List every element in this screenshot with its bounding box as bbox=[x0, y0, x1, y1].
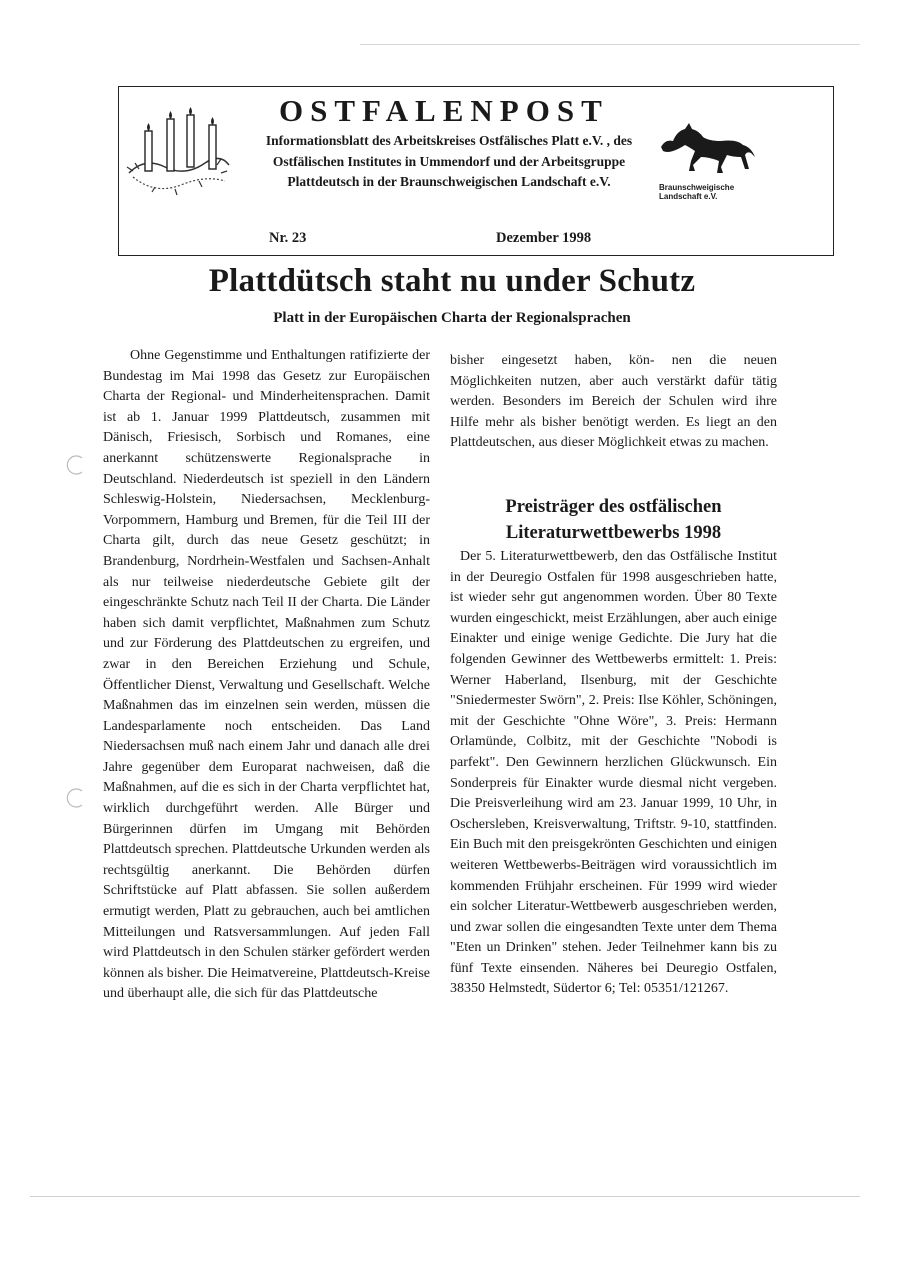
bottom-scan-line bbox=[30, 1196, 860, 1197]
article-headline: Plattdütsch staht nu under Schutz bbox=[208, 263, 696, 299]
second-article-column bbox=[450, 547, 777, 1000]
issue-number: Nr. 23 bbox=[269, 230, 307, 246]
article-subheadline: Platt in der Europäischen Charta der Regionalsprachen bbox=[273, 310, 631, 326]
logo-caption: Braunschweigische Landschaft e.V. bbox=[659, 183, 735, 201]
advent-wreath-icon bbox=[125, 105, 233, 205]
issue-date: Dezember 1998 bbox=[496, 230, 592, 246]
horse-icon bbox=[659, 117, 757, 175]
article-right-column bbox=[450, 351, 777, 454]
second-article-headline: Preisträger des ostfälischen Literaturwettbewerbs 1998 bbox=[505, 497, 722, 543]
newsletter-subtitle: Informationsblatt des Arbeitskreises Ostfälisches Platt e.V. , des Ostfälischen Institutes in Ummendorf und der Arbeitsgruppe Plattdeutsch in der Braunschweigischen Landschaft e.V. bbox=[265, 133, 633, 189]
newsletter-title: OSTFALENPOST bbox=[279, 93, 609, 128]
top-scan-line bbox=[360, 44, 860, 45]
masthead bbox=[118, 86, 834, 256]
punch-hole-icon bbox=[64, 787, 86, 809]
article-left-column bbox=[103, 346, 430, 1005]
second-article-body: Der 5. Literaturwettbewerb, den das Ostfälische Institut in der Deuregio Ostfalen für 1998 ausgeschrieben hatte, ist wieder sehr gut angenommen worden. Über 80 Texte wurden eingeschickt, meist Erzählungen, aber auch einige Einakter und einige wenige Gedichte. Die Jury hat die folgenden Gewinner des Wettbewerbs ermittelt: 1. Preis: Werner Haberland, Ilsenburg, mit der Geschichte "Sniedermester Swörn", 2. Preis: Ilse Köhler, Schöningen, mit der Geschichte "Ohne Wöre", 3. Preis: Hermann Orlamünde, Colbitz, mit der Geschichte "Nobodi is parfekt". Den Gewinnern herzlichen Glückwunsch. Ein Sonderpreis für Einakter wurde diesmal nicht vergeben. Die Preisverleihung wird am 23. Januar 1999, 10 Uhr, in Oschersleben, Kreisverwaltung, Triftstr. 9-10, stattfinden. Ein Buch mit den preisgekrönten Geschichten und einigen weiteren Wettbewerbs-Beiträgen wird voraussichtlich im kommenden Frühjahr erscheinen. Für 1999 wird wieder ein solcher Literatur-Wettbewerb ausgeschrieben werden, und zwar sollen die eingesandten Texte unter dem Thema "Eten un Drinken" stehen. Jeder Teilnehmer kann bis zu fünf Texte einsenden. Näheres bei Deuregio Ostfalen, 38350 Helmstedt, Südertor 6; Tel: 05351/121267. bbox=[450, 549, 777, 997]
article-body-right: bisher eingesetzt haben, kön- nen die neuen Möglichkeiten nutzen, aber auch verstärkt dafür tätig werden. Besonders im Bereich der Schulen wird ihre Hilfe mehr als bisher benötigt werden. Es liegt an den Plattdeutschen, aus dieser Möglichkeit etwas zu machen. bbox=[450, 353, 777, 451]
punch-hole-icon bbox=[64, 454, 86, 476]
article-body-left: Ohne Gegenstimme und Enthaltungen ratifizierte der Bundestag im Mai 1998 das Gesetz zur Europäischen Charta der Regional- und Minderheitensprachen. Damit ist ab 1. Januar 1999 Plattdeutsch, zusammen mit Dänisch, Friesisch, Sorbisch und Romanes, eine anerkannt schützenswerte Regionalsprache in Deutschland. Niederdeutsch ist speziell in den Ländern Schleswig-Holstein, Niedersachsen, Mecklenburg-Vorpommern, Hamburg und Bremen, für die Teil III der Charta gilt, durch das neue Gesetz geschützt; in Brandenburg, Nordrhein-Westfalen und Sachsen-Anhalt als nur teilweise niederdeutsche Gebiete gilt der eingeschränkte Schutz nach Teil II der Charta. Die Länder haben sich damit verpflichtet, Maßnahmen zum Schutz und zur Förderung des Plattdeutschen zu ergreifen, und zwar in den Bereichen Erziehung und Schule, Öffentlicher Dienst, Verwaltung und Gesellschaft. Welche Maßnahmen das im einzelnen sein werden, müssen die Landesparlamente noch entscheiden. Das Land Niedersachsen muß nach einem Jahr und danach alle drei Jahre gegenüber dem Europarat nachweisen, daß die Maßnahmen, auf die es sich in der Charta verpflichtet hat, wirklich durchgeführt werden. Alle Bürger und Bürgerinnen dürfen im Umgang mit Behörden Plattdeutsch sprechen. Plattdeutsche Urkunden werden als rechtsgültig anerkannt. Die Behörden dürfen Schriftstücke auf Platt abfassen. Sie sollen außerdem ermutigt werden, Platt zu gebrauchen, auch bei amtlichen Mitteilungen und Ratsversammlungen. Auf jeden Fall wird Plattdeutsch in den Schulen stärker gefördert werden können als bisher. Die Heimatvereine, Plattdeutsch-Kreise und überhaupt alle, die sich für das Plattdeutsche bbox=[103, 348, 430, 1002]
